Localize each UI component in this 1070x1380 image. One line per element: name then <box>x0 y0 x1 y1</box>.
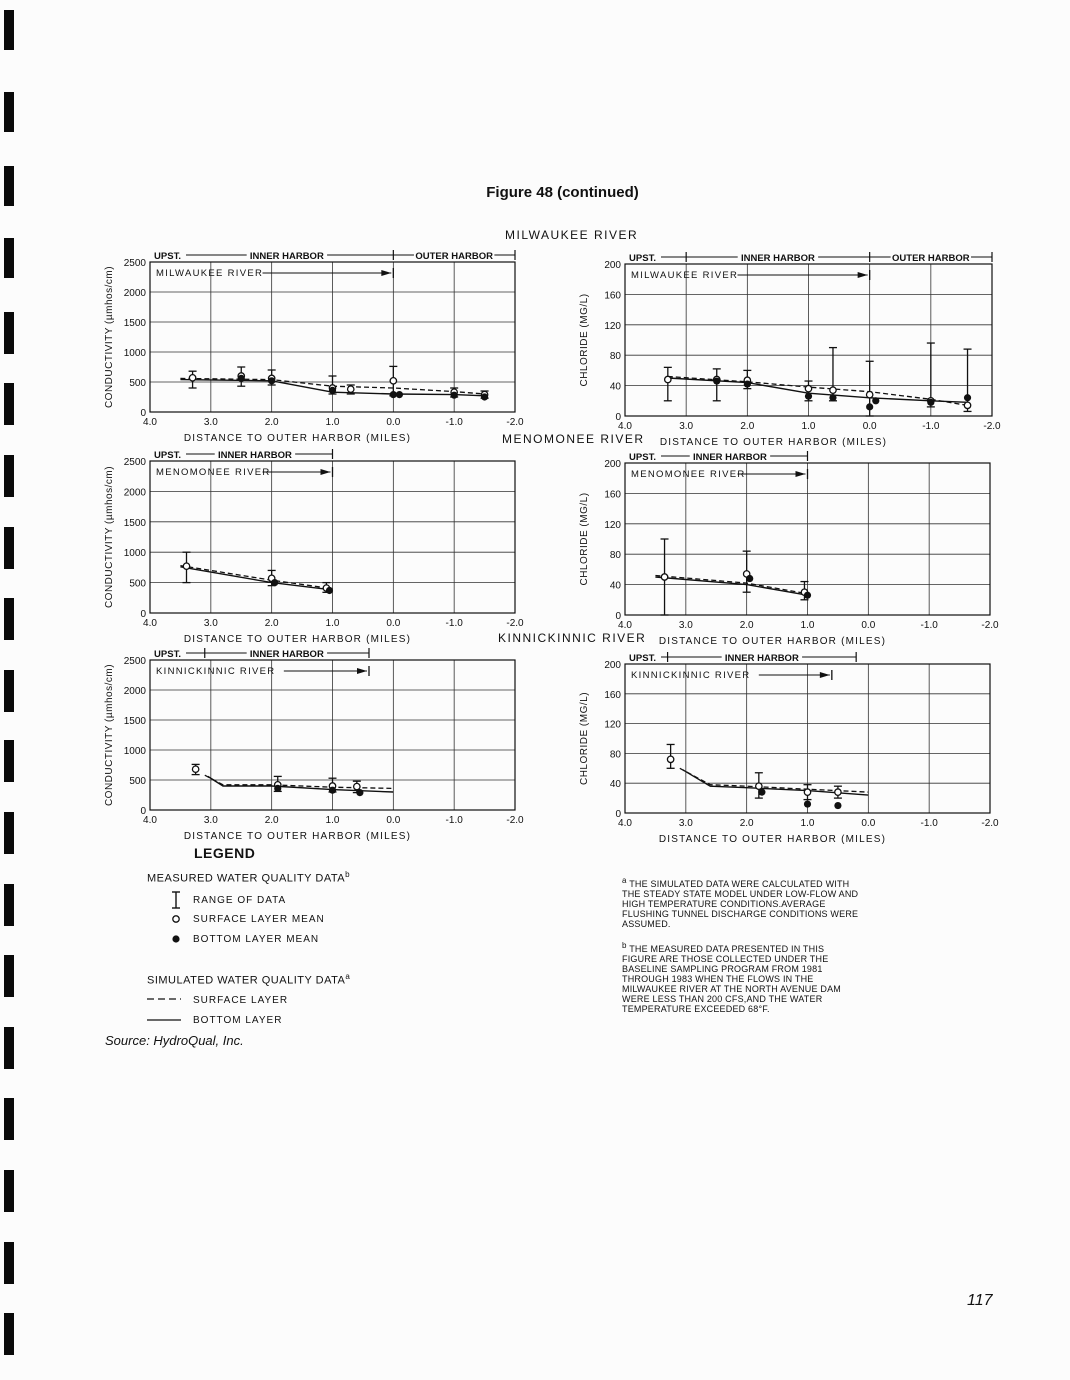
direction-arrowhead <box>796 471 806 477</box>
direction-arrowhead <box>381 270 391 276</box>
binding-mark <box>4 1098 14 1140</box>
page-number: 117 <box>967 1292 993 1309</box>
y-tick-label: 80 <box>609 749 621 761</box>
inset-river-label: MILWAUKEE RIVER <box>156 268 264 279</box>
y-tick-label: 0 <box>615 611 621 622</box>
bottom-mean-point <box>326 587 333 594</box>
y-tick-label: 2500 <box>123 258 146 269</box>
bottom-mean-point <box>329 387 336 394</box>
bottom-mean-point <box>329 787 336 794</box>
x-tick-label: -1.0 <box>445 815 463 826</box>
direction-arrowhead <box>357 668 367 674</box>
x-tick-label: 2.0 <box>264 815 279 826</box>
y-tick-label: 0 <box>140 806 146 817</box>
inset-river-label: KINNICKINNIC RIVER <box>156 666 276 677</box>
direction-arrowhead <box>858 272 868 278</box>
surface-mean-point <box>661 574 667 580</box>
y-tick-label: 500 <box>129 578 146 590</box>
y-tick-label: 200 <box>604 260 621 271</box>
x-tick-label: 1.0 <box>325 618 340 629</box>
x-tick-label: 2.0 <box>739 620 754 631</box>
surface-mean-point <box>189 375 195 381</box>
y-tick-label: 1500 <box>123 716 146 727</box>
chart-kinn-cond <box>104 646 524 842</box>
bottom-mean-symbol <box>171 934 181 944</box>
surface-mean-point <box>866 392 872 398</box>
section-title-kinnickinnic: KINNICKINNIC RIVER <box>498 631 647 645</box>
direction-arrowhead <box>321 469 331 475</box>
legend-title: LEGEND <box>194 845 256 861</box>
y-tick-label: 0 <box>140 408 146 419</box>
bottom-layer-line <box>147 1016 181 1024</box>
x-tick-label: -1.0 <box>920 620 938 631</box>
x-tick-label: 4.0 <box>618 620 632 631</box>
x-tick-label: -2.0 <box>506 815 524 826</box>
y-tick-label: 2000 <box>123 288 146 299</box>
surface-mean-point <box>354 783 360 789</box>
legend-simulated-heading: SIMULATED WATER QUALITY DATA$^a$ <box>147 972 351 987</box>
inset-river-label: MENOMONEE RIVER <box>631 469 746 480</box>
zone-label: UPST. <box>629 452 656 463</box>
y-tick-label: 120 <box>604 320 621 332</box>
x-tick-label: -1.0 <box>445 417 463 428</box>
zone-label: INNER HARBOR <box>740 253 815 264</box>
bottom-mean-point <box>804 800 811 807</box>
x-axis-label: DISTANCE TO OUTER HARBOR (MILES) <box>659 437 888 448</box>
surface-mean-symbol <box>171 914 181 924</box>
x-tick-label: 2.0 <box>264 417 279 428</box>
bottom-mean-point <box>829 394 836 401</box>
x-axis-label: DISTANCE TO OUTER HARBOR (MILES) <box>183 433 412 444</box>
bottom-mean-point <box>268 377 275 384</box>
y-tick-label: 1500 <box>123 517 146 529</box>
legend-bottom-layer: BOTTOM LAYER <box>193 1015 283 1026</box>
surface-mean-point <box>183 563 189 569</box>
bottom-mean-point <box>804 592 811 599</box>
simulated-bottom-line <box>180 567 332 590</box>
bottom-mean-point <box>964 394 971 401</box>
bottom-mean-point <box>758 789 765 796</box>
surface-mean-point <box>805 385 811 391</box>
y-tick-label: 2500 <box>123 656 146 667</box>
bottom-mean-point <box>451 392 458 399</box>
y-axis-label: CONDUCTIVITY (µmhos/cm) <box>104 465 115 609</box>
bottom-mean-point <box>866 403 873 410</box>
bottom-mean-point <box>746 575 753 582</box>
surface-mean-point <box>964 402 970 408</box>
range-symbol <box>170 890 182 910</box>
binding-mark <box>4 955 14 997</box>
surface-mean-point <box>390 378 396 384</box>
y-axis-label: CONDUCTIVITY (µmhos/cm) <box>104 265 115 409</box>
x-tick-label: -1.0 <box>445 618 463 629</box>
x-tick-label: 4.0 <box>618 421 632 432</box>
y-axis-label: CHLORIDE (MG/L) <box>579 492 590 586</box>
y-tick-label: 0 <box>140 609 146 620</box>
surface-mean-point <box>830 387 836 393</box>
inset-river-label: MILWAUKEE RIVER <box>631 270 739 281</box>
x-axis-label: DISTANCE TO OUTER HARBOR (MILES) <box>183 831 412 842</box>
x-tick-label: 0.0 <box>386 618 401 629</box>
x-tick-label: 1.0 <box>800 620 815 631</box>
zone-label: INNER HARBOR <box>217 450 292 461</box>
x-tick-label: 3.0 <box>678 818 693 829</box>
x-tick-label: -2.0 <box>983 421 1001 432</box>
x-tick-label: 0.0 <box>862 421 877 432</box>
surface-mean-point <box>835 789 841 795</box>
y-tick-label: 1500 <box>123 318 146 329</box>
zone-label: UPST. <box>154 251 181 262</box>
binding-mark <box>4 1313 14 1355</box>
section-title-menomonee: MENOMONEE RIVER <box>502 432 645 446</box>
x-tick-label: -2.0 <box>506 618 524 629</box>
x-tick-label: 3.0 <box>203 815 218 826</box>
y-tick-label: 80 <box>609 351 621 363</box>
zone-label: INNER HARBOR <box>692 452 767 463</box>
surface-mean-point <box>348 386 354 392</box>
bottom-mean-point <box>274 785 281 792</box>
chart-kinn-chl <box>579 650 999 845</box>
x-tick-label: 0.0 <box>386 815 401 826</box>
bottom-mean-point <box>481 393 488 400</box>
x-tick-label: -1.0 <box>920 818 938 829</box>
x-tick-label: -1.0 <box>922 421 940 432</box>
chart-meno-cond <box>104 447 524 645</box>
y-tick-label: 80 <box>609 550 621 562</box>
x-tick-label: 4.0 <box>143 618 157 629</box>
zone-label: INNER HARBOR <box>249 251 324 262</box>
y-tick-label: 40 <box>609 580 621 592</box>
figure-title: Figure 48 (continued) <box>486 184 639 201</box>
inset-river-label: KINNICKINNIC RIVER <box>631 670 751 681</box>
x-tick-label: 0.0 <box>861 818 876 829</box>
surface-layer-line <box>147 995 181 1003</box>
y-axis-label: CHLORIDE (MG/L) <box>579 293 590 387</box>
surface-mean-point <box>756 783 762 789</box>
x-tick-label: 1.0 <box>325 815 340 826</box>
bottom-mean-point <box>805 393 812 400</box>
y-tick-label: 1000 <box>123 348 146 359</box>
y-tick-label: 40 <box>609 779 621 791</box>
bottom-mean-point <box>271 579 278 586</box>
surface-mean-point <box>804 789 810 795</box>
x-tick-label: 4.0 <box>143 417 157 428</box>
simulated-surface-line <box>180 566 332 589</box>
bottom-mean-point <box>238 375 245 382</box>
chart-meno-chl <box>579 449 999 647</box>
zone-label: INNER HARBOR <box>249 649 324 660</box>
bottom-mean-point <box>744 380 751 387</box>
y-tick-label: 0 <box>615 412 621 423</box>
direction-arrowhead <box>820 672 830 678</box>
y-tick-label: 160 <box>604 689 621 701</box>
x-axis-label: DISTANCE TO OUTER HARBOR (MILES) <box>658 834 887 845</box>
surface-mean-point <box>192 766 198 772</box>
binding-mark <box>4 884 14 926</box>
surface-mean-point <box>665 376 671 382</box>
x-tick-label: 4.0 <box>143 815 157 826</box>
x-tick-label: 0.0 <box>386 417 401 428</box>
y-tick-label: 1000 <box>123 548 146 560</box>
x-tick-label: 1.0 <box>325 417 340 428</box>
y-tick-label: 2000 <box>123 487 146 499</box>
footnote-b: $^b$ THE MEASURED DATA PRESENTED IN THIS FIGURE ARE THOSE COLLECTED UNDER THE BASELINE SAMPLING PROGRAM FROM 1981 THROUGH 1983 WHEN THE FLOWS IN THE MILWAUKEE RIVER AT THE NORTH AVENUE DAM WERE LESS THAN 200 CFS,AND THE WATER TEMPERATURE EXCEEDED 68°F. <box>622 941 842 1014</box>
y-tick-label: 200 <box>604 459 621 470</box>
y-tick-label: 120 <box>604 719 621 731</box>
y-axis-label: CONDUCTIVITY (µmhos/cm) <box>104 663 115 807</box>
bottom-mean-point <box>713 377 720 384</box>
x-tick-label: -2.0 <box>981 620 999 631</box>
x-tick-label: -2.0 <box>506 417 524 428</box>
x-tick-label: 3.0 <box>678 620 693 631</box>
surface-mean-point <box>667 756 673 762</box>
simulated-bottom-line <box>655 577 807 595</box>
binding-mark <box>4 1170 14 1212</box>
x-tick-label: -2.0 <box>981 818 999 829</box>
x-tick-label: 3.0 <box>679 421 694 432</box>
bottom-mean-point <box>356 789 363 796</box>
y-tick-label: 2500 <box>123 457 146 468</box>
x-axis-label: DISTANCE TO OUTER HARBOR (MILES) <box>183 634 412 645</box>
inset-river-label: MENOMONEE RIVER <box>156 467 271 478</box>
y-tick-label: 0 <box>615 809 621 820</box>
zone-label: UPST. <box>629 653 656 664</box>
y-tick-label: 160 <box>604 489 621 501</box>
binding-mark <box>4 1027 14 1069</box>
footnote-a: $^a$ THE SIMULATED DATA WERE CALCULATED WITH THE STEADY STATE MODEL UNDER LOW-FLOW AND HIGH TEMPERATURE CONDITIONS.AVERAGE FLUSHING TUNNEL DISCHARGE CONDITIONS WERE ASSUMED. <box>622 876 859 929</box>
source-credit: Source: HydroQual, Inc. <box>105 1033 244 1048</box>
bottom-mean-point <box>396 391 403 398</box>
zone-label: INNER HARBOR <box>724 653 799 664</box>
legend-bottom-mean: BOTTOM LAYER MEAN <box>193 934 320 945</box>
bottom-mean-point <box>834 802 841 809</box>
zone-label: UPST. <box>154 649 181 660</box>
section-title-milwaukee: MILWAUKEE RIVER <box>505 228 639 242</box>
y-axis-label: CHLORIDE (MG/L) <box>579 691 590 786</box>
x-tick-label: 1.0 <box>801 421 816 432</box>
chart-milw-chl <box>579 250 1001 448</box>
x-tick-label: 1.0 <box>800 818 815 829</box>
legend-surface-layer: SURFACE LAYER <box>193 995 289 1006</box>
bottom-mean-point <box>872 397 879 404</box>
x-tick-label: 2.0 <box>740 421 755 432</box>
y-tick-label: 500 <box>129 776 146 787</box>
binding-mark <box>4 1242 14 1284</box>
legend-measured-heading: MEASURED WATER QUALITY DATA$^b$ <box>147 870 351 885</box>
x-tick-label: 3.0 <box>203 618 218 629</box>
y-tick-label: 500 <box>129 378 146 389</box>
y-tick-label: 2000 <box>123 686 146 697</box>
zone-label: UPST. <box>154 450 181 461</box>
legend-surface-mean: SURFACE LAYER MEAN <box>193 914 325 925</box>
x-tick-label: 2.0 <box>739 818 754 829</box>
y-tick-label: 120 <box>604 519 621 531</box>
x-tick-label: 2.0 <box>264 618 279 629</box>
y-tick-label: 160 <box>604 290 621 302</box>
x-axis-label: DISTANCE TO OUTER HARBOR (MILES) <box>658 636 887 647</box>
zone-label: OUTER HARBOR <box>415 251 493 262</box>
y-tick-label: 40 <box>609 381 621 393</box>
x-tick-label: 3.0 <box>203 417 218 428</box>
y-tick-label: 1000 <box>123 746 146 757</box>
legend-range: RANGE OF DATA <box>193 895 287 906</box>
x-tick-label: 0.0 <box>861 620 876 631</box>
y-tick-label: 200 <box>604 660 621 671</box>
simulated-bottom-line <box>668 378 968 402</box>
x-tick-label: 4.0 <box>618 818 632 829</box>
zone-label: UPST. <box>629 253 656 264</box>
bottom-mean-point <box>927 399 934 406</box>
zone-label: OUTER HARBOR <box>892 253 970 264</box>
chart-milw-cond <box>104 248 524 444</box>
